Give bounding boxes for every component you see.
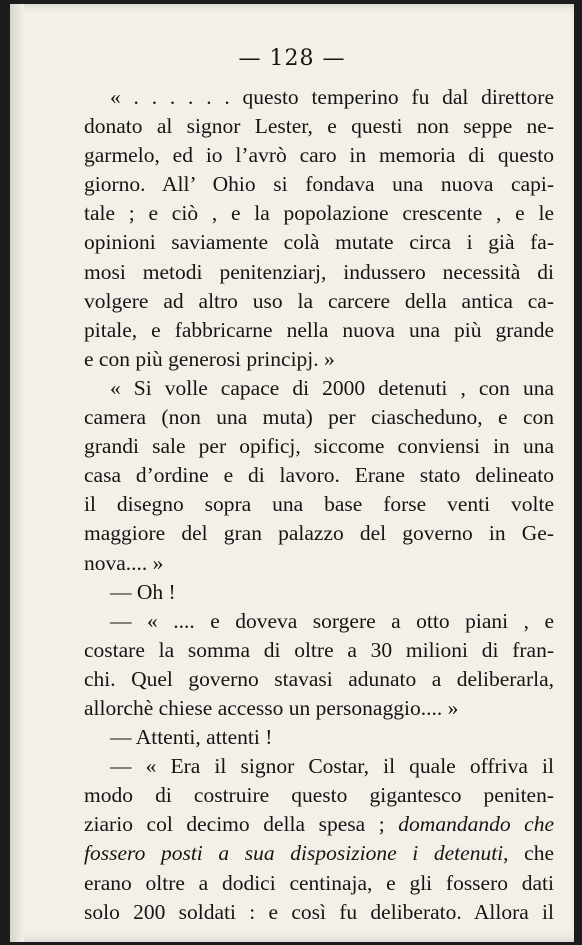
text-line: nova.... » [84, 550, 164, 575]
text-line: mosi metodi penitenziarj, indussero necessità di [84, 259, 554, 284]
text-line: allorchè chiese accesso un personaggio.... » [84, 695, 459, 720]
text-line: solo 200 soldati : e così fu deliberato. Allora il [84, 899, 554, 924]
text-line: erano oltre a dodici centinaja, e gli fossero dati [84, 870, 554, 895]
text-line: grandi sale per opificj, siccome conviensi in una [84, 434, 554, 459]
text-line: camera (non una muta) per ciascheduno, e con [84, 405, 554, 430]
italic-segment: domandando che [398, 812, 554, 837]
text-line: casa d’ordine e di lavoro. Erane stato delineato [84, 463, 554, 488]
text-line: e con più generosi principj. » [84, 346, 335, 371]
text-line: costare la somma di oltre a 30 milioni di fran- [84, 637, 554, 662]
text-line: tale ; e ciò , e la popolazione crescente , e le [84, 201, 554, 226]
text-segment: , che [503, 841, 554, 866]
text-line: volgere ad altro uso la carcere della antica ca- [84, 288, 554, 313]
book-page [10, 4, 574, 942]
text-line: — « .... e doveva sorgere a otto piani , e [110, 608, 554, 633]
text-line: opinioni saviamente colà mutate circa i già fa- [84, 230, 554, 255]
text-line: il disegno sopra una base forse venti volte [84, 492, 554, 517]
text-lines-main [84, 83, 554, 810]
text-line: « . . . . . . questo temperino fu dal direttore [110, 85, 554, 109]
page-number: — 128 — [238, 46, 346, 71]
text-line: donato al signor Lester, e questi non seppe ne- [84, 114, 554, 139]
text-line: chi. Quel governo stavasi adunato a deliberarla, [84, 666, 554, 691]
text-line-mixed-1 [84, 810, 554, 839]
text-segment: ziario col decimo della spesa ; [84, 812, 399, 837]
text-line: maggiore del gran palazzo del governo in Ge- [84, 521, 554, 546]
text-line: pitale, e fabbricarne nella nuova una più grande [84, 317, 554, 342]
text-line: « Si volle capace di 2000 detenuti , con una [110, 375, 554, 400]
text-line: — Oh ! [110, 579, 176, 604]
text-line-mixed-2 [84, 839, 554, 868]
text-line: — Attenti, attenti ! [110, 725, 273, 750]
text-line: modo di costruire questo gigantesco peniten- [84, 783, 554, 808]
page-gutter-shadow [10, 4, 24, 942]
text-lines-tail [84, 869, 554, 927]
italic-segment: fossero posti a sua disposizione i detenuti [84, 841, 504, 866]
text-line: giorno. All’ Ohio si fondava una nuova capi- [84, 172, 554, 197]
text-line: garmelo, ed io l’avrò caro in memoria di questo [84, 143, 554, 168]
body-text [84, 83, 554, 927]
text-line: — « Era il signor Costar, il quale offriva il [110, 754, 554, 779]
